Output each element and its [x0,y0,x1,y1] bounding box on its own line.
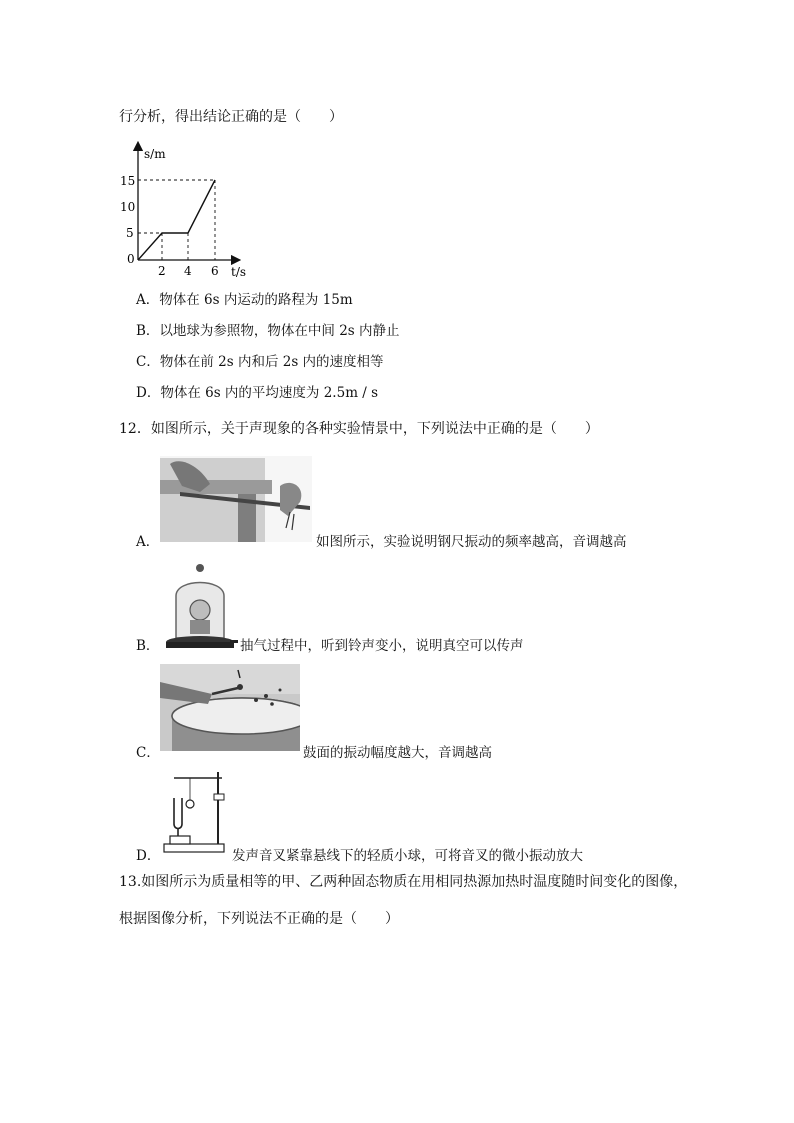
q11-st-graph [118,140,263,280]
q13-stem-line1: 13.如图所示为质量相等的甲、乙两种固态物质在用相同热源加热时温度随时间变化的图像， [119,874,688,890]
q12-option-c-letter[interactable]: C． [136,745,160,761]
q12-option-b-letter[interactable]: B． [136,638,160,654]
y-tick-0: 0 [127,252,135,266]
y-tick-5: 5 [126,226,134,240]
q12-option-c-text: 鼓面的振动幅度越大，音调越高 [303,745,492,761]
q11-stem-tail: 行分析，得出结论正确的是（ ） [119,109,343,125]
x-tick-6: 6 [211,264,219,278]
q11-option-b[interactable]: B．以地球为参照物，物体在中间 2s 内静止 [136,323,400,339]
q12-option-d-text: 发声音叉紧靠悬线下的轻质小球，可将音叉的微小振动放大 [232,848,583,864]
tuning-fork-apparatus [160,768,232,858]
q12-option-b-text: 抽气过程中，听到铃声变小，说明真空可以传声 [240,638,524,654]
y-tick-15: 15 [120,174,136,188]
q12-option-a-text: 如图所示，实验说明钢尺振动的频率越高，音调越高 [316,534,627,550]
q12-stem: 12．如图所示，关于声现象的各种实验情景中，下列说法中正确的是（ ） [119,421,599,437]
q11-option-d[interactable]: D．物体在 6s 内的平均速度为 2.5m / s [136,385,379,401]
drum-photo [160,664,300,751]
x-tick-2: 2 [158,264,166,278]
bell-jar-photo [160,560,238,652]
st-series-line [138,180,215,260]
q12-option-d-letter[interactable]: D． [136,848,161,864]
q11-option-c[interactable]: C．物体在前 2s 内和后 2s 内的速度相等 [136,354,384,370]
q11-option-a[interactable]: A．物体在 6s 内运动的路程为 15m [136,292,353,308]
q13-stem-line2: 根据图像分析，下列说法不正确的是（ ） [119,911,399,927]
x-tick-4: 4 [184,264,192,278]
steel-ruler-photo [160,456,312,542]
y-tick-10: 10 [120,200,136,214]
q12-option-a-letter[interactable]: A． [136,534,160,550]
x-axis-label: t/s [231,265,247,279]
y-axis-label: s/m [144,147,166,161]
